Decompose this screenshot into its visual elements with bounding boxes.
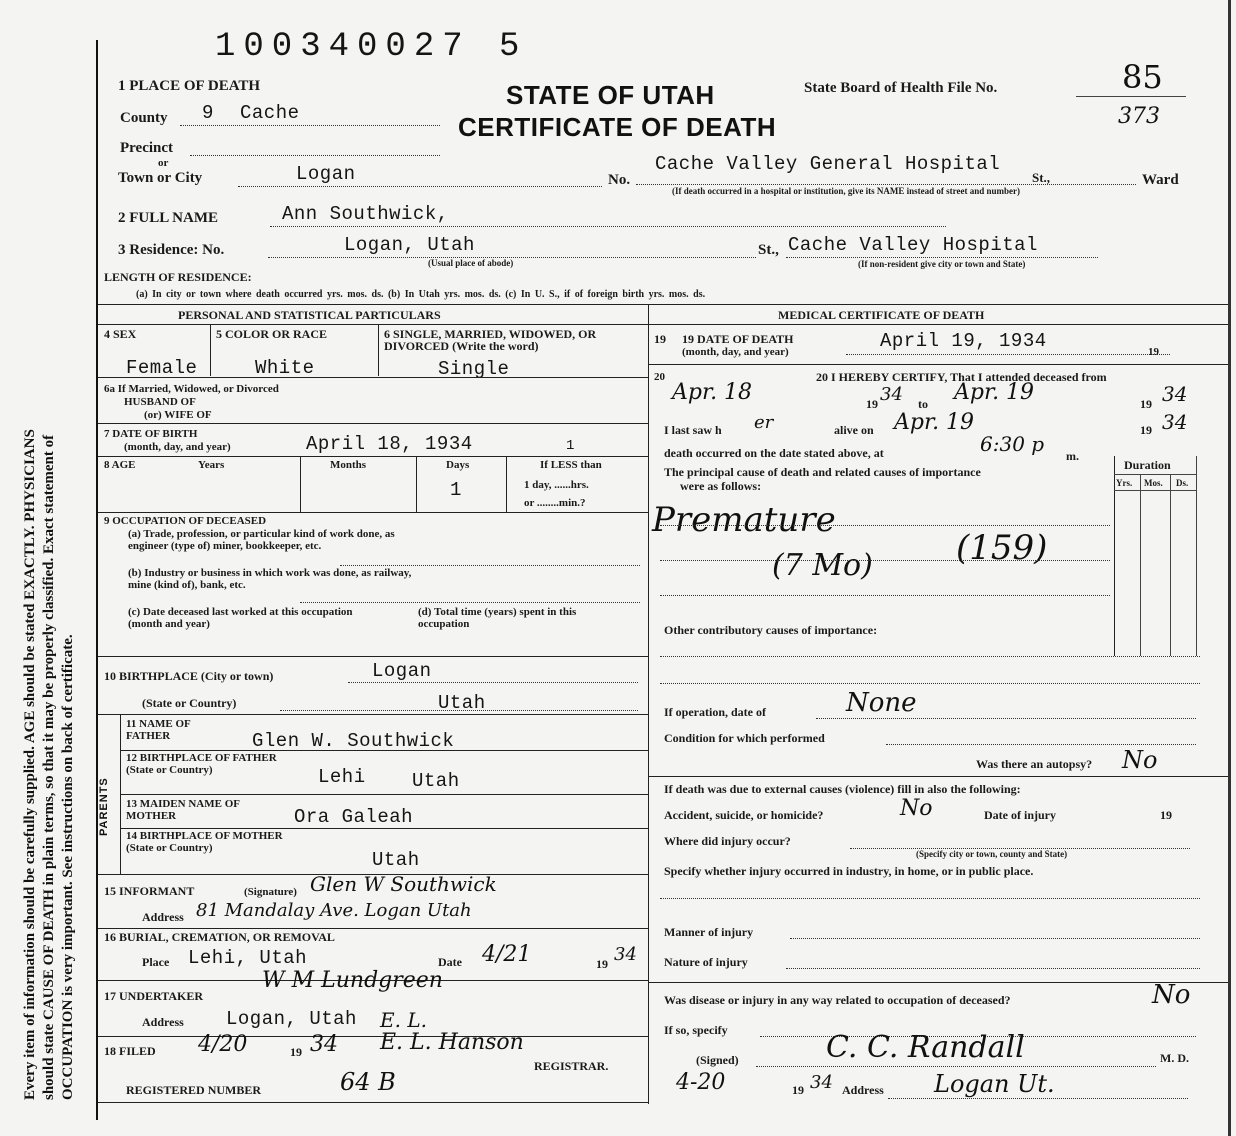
undertaker-initials: E. L. [380,1008,427,1032]
color-label: 5 COLOR OR RACE [216,327,328,341]
dod-label-1: 19 DATE OF DEATH [682,332,794,346]
informant-label: 15 INFORMANT [104,884,195,898]
birthplace-label: 10 BIRTHPLACE (City or town) [104,669,274,683]
attended-from-date: Apr. 18 [672,380,753,405]
precinct-label: Precinct [120,140,174,156]
duration-years: Yrs. [1116,478,1133,488]
spouse-label-3: (or) WIFE OF [144,409,212,421]
county-prefix: 9 [202,102,214,124]
registrar-signature: E. L. Hanson [380,1030,524,1055]
burial-date-label: Date [438,955,462,969]
marital-status-label: 6 SINGLE, MARRIED, WIDOWED, OR DIVORCED (Write the word) [384,327,597,353]
no-label: No. [608,172,631,188]
st-label: St., [1032,170,1051,185]
condition-label: Condition for which performed [664,731,825,745]
burial-label: 16 BURIAL, CREMATION, OR REMOVAL [104,930,335,944]
informant-address: 81 Mandalay Ave. Logan Utah [196,900,472,921]
side-instructions-line2: should state CAUSE OF DEATH in plain terms, so that it may be properly classified. Exact statement of [41,434,57,1100]
father-name-value: Glen W. Southwick [252,730,455,752]
spouse-label-2: HUSBAND OF [124,396,196,408]
birthplace-state-value: Utah [438,692,486,714]
county-value: Cache [240,102,300,124]
spouse-label-1: 6a If Married, Widowed, or Divorced [104,383,279,395]
autopsy-label: Was there an autopsy? [976,757,1093,771]
occupation-related-value: No [1152,980,1191,1010]
town-value: Logan [296,163,356,185]
marital-status-value: Single [438,358,510,380]
occupation-heading: 9 OCCUPATION OF DECEASED [104,515,267,527]
dob-label-1: 7 DATE OF BIRTH [104,428,198,440]
accident-label: Accident, suicide, or homicide? [664,808,824,822]
form-right-border [1228,0,1231,1136]
attended-to-year: 34 [1162,382,1188,406]
injury-date-label: Date of injury [984,808,1056,822]
death-time: 6:30 p [980,432,1045,456]
color-value: White [255,357,315,379]
birthplace-state-label: (State or Country) [142,696,237,710]
side-instructions-line3: OCCUPATION is very important. See instructions on back of certificate. [60,634,76,1100]
mother-birthplace-value: Utah [372,849,420,871]
informant-signature: Glen W Southwick [310,872,497,896]
file-number-label: State Board of Health File No. [804,80,998,96]
attended-from-year: 34 [880,384,903,405]
less-than-day: 1 day, ......hrs. [524,479,589,491]
duration-days: Ds. [1176,478,1189,488]
filed-year: 34 [310,1032,338,1057]
father-birthplace-state: Utah [412,770,460,792]
burial-place: Lehi, Utah [188,947,308,969]
length-of-residence-line: (a) In city or town where death occurred yrs. mos. ds. (b) In Utah yrs. mos. ds. (c) In U. S., if of foreign birth yrs. mos. ds. [136,289,706,300]
informant-address-label: Address [142,910,184,924]
cause-value-2: (7 Mo) [772,548,873,583]
mother-birthplace-label: 14 BIRTHPLACE OF MOTHER (State or Country) [126,830,283,854]
signed-date: 4-20 [676,1070,726,1095]
mother-name-value: Ora Galeah [294,806,414,828]
less-than-min: or ........min.? [524,497,586,509]
physician-address-label: Address [842,1083,884,1097]
alive-on-date: Apr. 19 [894,410,975,435]
months-label: Months [330,459,367,471]
occupation-d: (d) Total time (years) spent in this occupation [418,606,577,630]
physician-signature: C. C. Randall [826,1030,1025,1065]
residence-label: 3 Residence: No. [118,242,225,258]
burial-date: 4/21 [482,942,532,967]
full-name-value: Ann Southwick, [282,203,449,225]
signature-label: (Signature) [244,886,297,898]
if-so-label: If so, specify [664,1023,728,1037]
file-number-secondary: 373 [1118,104,1160,129]
hospital-note: (If death occurred in a hospital or institution, give its NAME instead of street and number) [672,186,1021,196]
dod-label-2: (month, day, and year) [682,346,789,358]
usual-abode-note: (Usual place of abode) [428,258,514,268]
state-title: STATE OF UTAH [506,80,715,110]
or-label: or [158,157,169,169]
days-label: Days [446,459,470,471]
years-label: Years [198,459,225,471]
medical-heading: MEDICAL CERTIFICATE OF DEATH [778,308,985,322]
duration-label: Duration [1124,458,1171,472]
signed-year: 34 [810,1072,833,1093]
residence-st-value: Cache Valley Hospital [788,234,1038,256]
operation-value: None [846,688,917,718]
nature-label: Nature of injury [664,955,748,969]
death-occurred-label: death occurred on the date stated above, at [664,446,884,460]
undertaker-address: Logan, Utah [226,1008,357,1030]
nonresident-note: (If non-resident give city or town and State) [858,259,1026,269]
parents-label: PARENTS [98,777,110,836]
dod-year-tail: 19 [1148,346,1159,358]
cause-code: (159) [956,528,1048,568]
occupation-c: (c) Date deceased last worked at this occupation (month and year) [128,606,353,630]
form-left-border [96,40,98,1120]
injury-where-note: (Specify city or town, county and State) [916,849,1068,859]
signed-label: (Signed) [696,1053,739,1067]
injury-where-label: Where did injury occur? [664,834,791,848]
father-name-label: 11 NAME OF FATHER [126,718,191,742]
residence-st-label: St., [758,242,779,258]
sex-label: 4 SEX [104,327,137,341]
dob-label-2: (month, day, and year) [124,441,231,453]
injury-year: 19 [1160,808,1172,822]
undertaker-label: 17 UNDERTAKER [104,989,204,1003]
operation-label: If operation, date of [664,705,766,719]
occupation-a: (a) Trade, profession, or particular kind of work done, as engineer (type of) miner, bookkeeper, etc. [128,528,395,552]
town-label: Town or City [118,170,203,186]
autopsy-value: No [1122,746,1158,774]
alive-on-label: alive on [834,423,874,437]
external-causes-label: If death was due to external causes (violence) fill in also the following: [664,782,1021,796]
residence-value: Logan, Utah [344,234,475,256]
father-birthplace-city: Lehi [318,766,366,788]
accident-value: No [900,796,933,821]
cause-label-2: were as follows: [680,479,762,493]
dod-value: April 19, 1934 [880,330,1047,352]
father-birthplace-label: 12 BIRTHPLACE OF FATHER (State or Country) [126,752,277,776]
duration-months: Mos. [1144,478,1163,488]
md-label: M. D. [1160,1051,1189,1065]
attended-to-date: Apr. 19 [954,380,1035,405]
manner-label: Manner of injury [664,925,754,939]
registered-number-label: REGISTERED NUMBER [126,1083,262,1097]
less-than-label: If LESS than [540,459,602,471]
place-of-death-heading: 1 PLACE OF DEATH [118,78,261,94]
days-value: 1 [450,479,462,501]
dob-mark: 1 [566,438,575,454]
certify-label: 20 I HEREBY CERTIFY, That I attended deceased from [816,370,1107,384]
certificate-title: CERTIFICATE OF DEATH [458,112,777,142]
undertaker-address-label: Address [142,1015,184,1029]
cause-value: Premature [652,500,836,540]
sex-value: Female [126,357,198,379]
filed-label: 18 FILED [104,1044,156,1058]
registered-number: 64 B [340,1068,396,1096]
county-label: County [120,110,168,126]
occupation-related-label: Was disease or injury in any way related to occupation of deceased? [664,993,1011,1007]
mother-name-label: 13 MAIDEN NAME OF MOTHER [126,798,240,822]
length-of-residence-label: LENGTH OF RESIDENCE: [104,270,252,284]
side-instructions-line1: Every item of information should be carefully supplied. AGE should be stated EXACTLY. PHYSICIANS [22,429,38,1100]
ward-label: Ward [1142,172,1179,188]
burial-place-label: Place [142,955,170,969]
last-saw-value: er [754,412,774,433]
cause-label-1: The principal cause of death and related causes of importance [664,465,981,479]
document-number: 100340027 5 [215,28,528,66]
filed-date: 4/20 [198,1032,248,1057]
registrar-label: REGISTRAR. [534,1059,609,1073]
personal-heading: PERSONAL AND STATISTICAL PARTICULARS [178,308,441,322]
full-name-label: 2 FULL NAME [118,210,219,226]
physician-address: Logan Ut. [934,1070,1055,1098]
undertaker-signature: W M Lundgreen [262,968,443,993]
hospital-value: Cache Valley General Hospital [655,153,1001,175]
specify-injury-label: Specify whether injury occurred in industry, in home, or in public place. [664,864,1034,878]
age-label: 8 AGE [104,459,136,471]
alive-on-year: 34 [1162,410,1188,434]
contributory-label: Other contributory causes of importance: [664,623,878,637]
m-label: m. [1066,449,1079,463]
to-label: to [918,397,928,411]
burial-year: 34 [614,944,637,965]
file-number: 85 [1122,58,1163,96]
occupation-b: (b) Industry or business in which work was done, as railway, mine (kind of), bank, etc. [128,567,412,591]
birthplace-value: Logan [372,660,432,682]
dob-value: April 18, 1934 [306,433,473,455]
last-saw-label: I last saw h [664,423,722,437]
